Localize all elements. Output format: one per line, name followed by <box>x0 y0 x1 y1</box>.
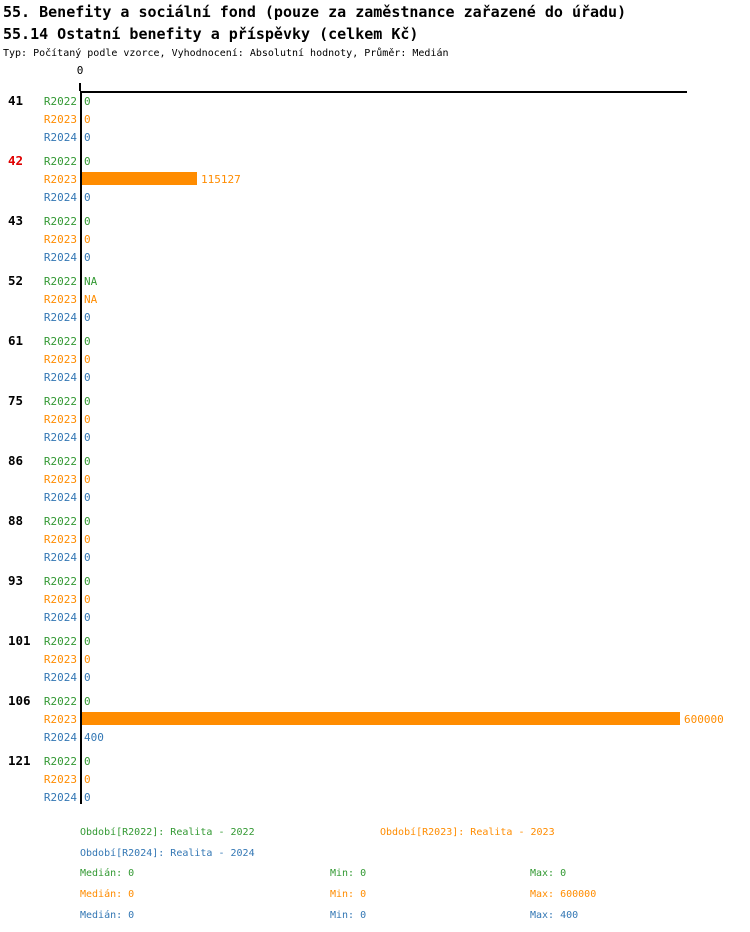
year-label-101-R2024: R2024 <box>43 671 77 684</box>
value-label-75-R2022: 0 <box>84 395 91 408</box>
value-label-86-R2022: 0 <box>84 455 91 468</box>
value-label-61-R2023: 0 <box>84 353 91 366</box>
year-label-88-R2022: R2022 <box>43 515 77 528</box>
stat-median-R2024: Medián: 0 <box>80 910 135 921</box>
stat-min-R2023: Min: 0 <box>330 889 367 900</box>
year-label-61-R2023: R2023 <box>43 353 77 366</box>
entity-id-101: 101 <box>8 633 31 648</box>
entity-id-52: 52 <box>8 273 24 288</box>
value-label-121-R2023: 0 <box>84 773 91 786</box>
year-label-93-R2024: R2024 <box>43 611 77 624</box>
year-label-61-R2022: R2022 <box>43 335 77 348</box>
year-label-52-R2024: R2024 <box>43 311 77 324</box>
value-label-41-R2022: 0 <box>84 95 91 108</box>
year-label-43-R2023: R2023 <box>43 233 77 246</box>
year-label-41-R2024: R2024 <box>43 131 77 144</box>
value-label-42-R2022: 0 <box>84 155 91 168</box>
value-label-106-R2024: 400 <box>84 731 104 744</box>
year-label-41-R2023: R2023 <box>43 113 77 126</box>
value-label-101-R2022: 0 <box>84 635 91 648</box>
year-label-88-R2023: R2023 <box>43 533 77 546</box>
year-label-42-R2024: R2024 <box>43 191 77 204</box>
year-label-106-R2023: R2023 <box>43 713 77 726</box>
value-label-43-R2023: 0 <box>84 233 91 246</box>
year-label-88-R2024: R2024 <box>43 551 77 564</box>
year-label-86-R2023: R2023 <box>43 473 77 486</box>
entity-id-86: 86 <box>8 453 24 468</box>
y-axis-line <box>80 91 82 804</box>
entity-id-75: 75 <box>8 393 24 408</box>
chart-note: Typ: Počítaný podle vzorce, Vyhodnocení: Absolutní hodnoty, Průměr: Medián <box>3 48 449 59</box>
year-label-61-R2024: R2024 <box>43 371 77 384</box>
value-label-61-R2022: 0 <box>84 335 91 348</box>
x-axis-tick-mark <box>79 83 81 91</box>
year-label-75-R2024: R2024 <box>43 431 77 444</box>
chart-title-line1: 55. Benefity a sociální fond (pouze za zaměstnance zařazené do úřadu) <box>3 3 627 21</box>
value-label-86-R2023: 0 <box>84 473 91 486</box>
value-label-101-R2024: 0 <box>84 671 91 684</box>
legend-item-R2022: Období[R2022]: Realita - 2022 <box>80 827 255 838</box>
stat-min-R2022: Min: 0 <box>330 868 367 879</box>
value-label-88-R2024: 0 <box>84 551 91 564</box>
entity-id-43: 43 <box>8 213 24 228</box>
year-label-101-R2022: R2022 <box>43 635 77 648</box>
year-label-121-R2024: R2024 <box>43 791 77 804</box>
stat-max-R2024: Max: 400 <box>530 910 579 921</box>
value-label-121-R2022: 0 <box>84 755 91 768</box>
year-label-42-R2023: R2023 <box>43 173 77 186</box>
legend-item-R2023: Období[R2023]: Realita - 2023 <box>380 827 555 838</box>
year-label-121-R2023: R2023 <box>43 773 77 786</box>
year-label-93-R2023: R2023 <box>43 593 77 606</box>
value-label-88-R2023: 0 <box>84 533 91 546</box>
value-label-75-R2023: 0 <box>84 413 91 426</box>
value-label-41-R2023: 0 <box>84 113 91 126</box>
value-label-61-R2024: 0 <box>84 371 91 384</box>
value-label-52-R2022: NA <box>84 275 98 288</box>
year-label-106-R2024: R2024 <box>43 731 77 744</box>
value-label-121-R2024: 0 <box>84 791 91 804</box>
year-label-86-R2024: R2024 <box>43 491 77 504</box>
stat-max-R2022: Max: 0 <box>530 868 567 879</box>
value-label-101-R2023: 0 <box>84 653 91 666</box>
entity-id-42: 42 <box>8 153 24 168</box>
value-label-86-R2024: 0 <box>84 491 91 504</box>
year-label-52-R2023: R2023 <box>43 293 77 306</box>
entity-id-88: 88 <box>8 513 24 528</box>
value-label-41-R2024: 0 <box>84 131 91 144</box>
bar-106-R2023 <box>82 712 680 725</box>
year-label-41-R2022: R2022 <box>43 95 77 108</box>
value-label-88-R2022: 0 <box>84 515 91 528</box>
value-label-75-R2024: 0 <box>84 431 91 444</box>
stat-min-R2024: Min: 0 <box>330 910 367 921</box>
entity-id-93: 93 <box>8 573 24 588</box>
x-axis-line <box>80 91 687 93</box>
year-label-93-R2022: R2022 <box>43 575 77 588</box>
value-label-52-R2023: NA <box>84 293 98 306</box>
year-label-43-R2022: R2022 <box>43 215 77 228</box>
year-label-101-R2023: R2023 <box>43 653 77 666</box>
x-axis-tick-label: 0 <box>76 64 84 77</box>
chart-title-line2: 55.14 Ostatní benefity a příspěvky (celkem Kč) <box>3 25 419 43</box>
value-label-93-R2024: 0 <box>84 611 91 624</box>
value-label-93-R2022: 0 <box>84 575 91 588</box>
year-label-121-R2022: R2022 <box>43 755 77 768</box>
year-label-52-R2022: R2022 <box>43 275 77 288</box>
stat-median-R2023: Medián: 0 <box>80 889 135 900</box>
year-label-75-R2022: R2022 <box>43 395 77 408</box>
value-label-42-R2023: 115127 <box>201 173 241 186</box>
entity-id-121: 121 <box>8 753 31 768</box>
year-label-75-R2023: R2023 <box>43 413 77 426</box>
value-label-52-R2024: 0 <box>84 311 91 324</box>
year-label-106-R2022: R2022 <box>43 695 77 708</box>
stat-median-R2022: Medián: 0 <box>80 868 135 879</box>
entity-id-41: 41 <box>8 93 24 108</box>
year-label-43-R2024: R2024 <box>43 251 77 264</box>
legend-item-R2024: Období[R2024]: Realita - 2024 <box>80 848 255 859</box>
value-label-106-R2022: 0 <box>84 695 91 708</box>
value-label-93-R2023: 0 <box>84 593 91 606</box>
entity-id-61: 61 <box>8 333 24 348</box>
value-label-42-R2024: 0 <box>84 191 91 204</box>
entity-id-106: 106 <box>8 693 31 708</box>
value-label-43-R2022: 0 <box>84 215 91 228</box>
stat-max-R2023: Max: 600000 <box>530 889 597 900</box>
bar-42-R2023 <box>82 172 197 185</box>
year-label-86-R2022: R2022 <box>43 455 77 468</box>
value-label-106-R2023: 600000 <box>684 713 724 726</box>
value-label-43-R2024: 0 <box>84 251 91 264</box>
year-label-42-R2022: R2022 <box>43 155 77 168</box>
